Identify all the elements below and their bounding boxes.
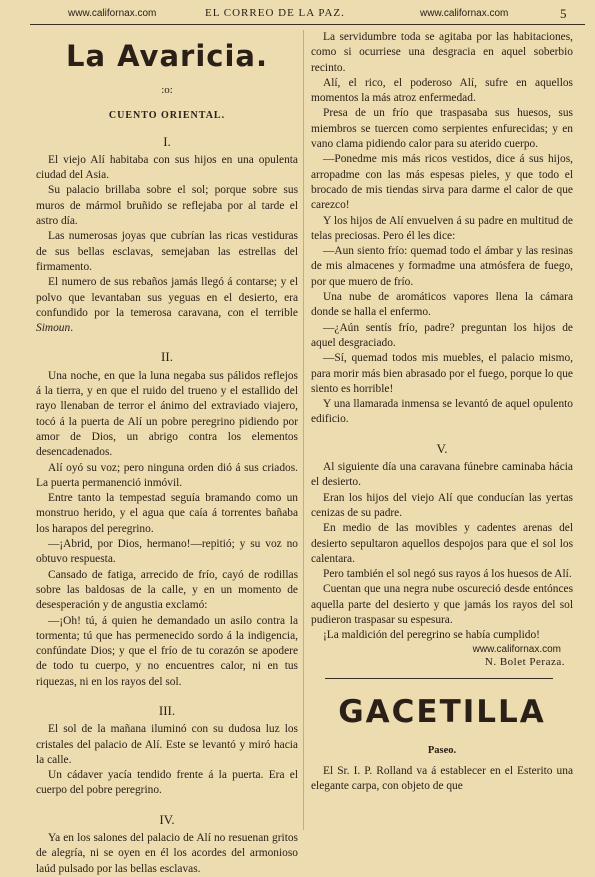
right-column (311, 30, 573, 795)
watermark-left: www.californax.com (68, 8, 157, 19)
author-signature: N. Bolet Peraza. (484, 655, 565, 668)
paragraph: —¿Aún sentís frío, padre? preguntan los hijos de aquel desgraciado. (311, 321, 573, 349)
paragraph: Una nube de aromáticos vapores llena la cámara donde se halla el enfermo. (311, 291, 573, 319)
ornament: :o: (161, 84, 173, 96)
section-numeral: IV. (159, 811, 175, 827)
paragraph: Cuentan que una negra nube oscureció desde entónces aquella parte del desierto y que jamás los rayos del sol pudieron traspasar su espesura. (311, 583, 573, 626)
story-title: La Avaricia. (66, 39, 268, 73)
left-column (36, 30, 298, 877)
paragraph: —¡Abrid, por Dios, hermano!—repitió; y su voz no obtuvo respuesta. (36, 538, 298, 566)
page-number: 5 (560, 6, 567, 21)
paragraph: —Ponedme mis más ricos vestidos, dice á sus hijos, arropadme con las más espesas pieles, y que todo el brocado de mis tiendas sirva para darme el calor de que carezco! (311, 153, 573, 212)
column-divider (303, 30, 304, 830)
paragraph: Eran los hijos del viejo Alí que conducían las yertas cenizas de su padre. (311, 491, 573, 519)
paragraph: Cansado de fatiga, arrecido de frío, cayó de rodillas sobre las baldosas de la calle, y en un momento de desesperación y de angustia exclamó: (36, 568, 298, 612)
paragraph: Alí, el rico, el poderoso Alí, sufre en aquellos momentos la más atroz enfermedad. (311, 76, 573, 105)
italic-word: Simoun (36, 322, 71, 335)
paragraph: Las numerosas joyas que cubrían las ricas vestiduras de sus bellas esclavas, semejaban las estrellas del firmamento. (36, 230, 298, 273)
paragraph: —Sí, quemad todos mis muebles, el palacio mismo, para morir más bien abrasado por el fuego, porque lo que siento es horrible! (311, 352, 573, 395)
header-rule (30, 24, 585, 25)
paragraph: —¡Oh! tú, á quien he demandado un asilo contra la tormenta; tú que has permenecido sordo á la indigencia, confúndate Dios; y que el frío de tu corazón se apodere de todo tu cuerpo, y no encuentres calor, ni en tus riquezas, ni en los rayos del sol. (36, 614, 298, 688)
paragraph: Ya en los salones del palacio de Alí no resuenan gritos de alegría, ni se oyen en él los acordes del armonioso laúd pulsado por las bellas esclavas. (36, 832, 298, 875)
section-divider (325, 678, 553, 679)
paragraph: El sol de la mañana iluminó con su dudosa luz los cristales del palacio de Alí. Este se levantó y miró hacia la calle. (36, 723, 298, 766)
story-subtitle: CUENTO ORIENTAL. (108, 110, 226, 122)
paragraph: ¡La maldición del peregrino se había cumplido! (323, 629, 540, 642)
paragraph: Al siguiente día una caravana fúnebre caminaba hácia el desierto. (311, 461, 573, 489)
section-numeral: III. (158, 702, 176, 718)
gacetilla-subhead: Paseo. (427, 744, 457, 756)
publication-name: EL CORREO DE LA PAZ. (205, 7, 345, 19)
paragraph: Entre tanto la tempestad seguía bramando como un monstruo herido, y el agua que caía á torrentes bañaba los harapos del peregrino. (36, 492, 298, 535)
section-numeral: V. (436, 440, 448, 456)
watermark-bottom: www.californax.com (472, 643, 561, 655)
section-numeral: II. (161, 349, 173, 365)
paragraph: Y los hijos de Alí envuelven á su padre en multitud de telas preciosas. Pero él les dice: (311, 214, 573, 242)
gacetilla-paragraph: El Sr. I. P. Rolland va á establecer en el Esterito una elegante carpa, con objeto de que (311, 765, 573, 793)
paragraph: —Aun siento frío: quemad todo el ámbar y las resinas de mis almacenes y formadme una atmósfera de fuego, por que muero de frío. (311, 245, 573, 288)
paragraph: La servidumbre toda se agitaba por las habitaciones, como si ocurriese una desgracia en aquel soberbio recinto. (311, 31, 573, 74)
gacetilla-heading: GACETILLA (338, 693, 546, 730)
paragraph: Un cádaver yacía tendido frente á la puerta. Era el cuerpo del pobre peregrino. (36, 769, 298, 797)
paragraph: Una noche, en que la luna negaba sus pálidos reflejos á la tierra, y en que el ruido del trueno y el estallido del rayo llenaban de terror el ánimo del extraviado viajero, tocó á la puerta de Alí un pobre peregrino pidiendo por amor de Dios, un abrigo contra los elementos desencadenados. (36, 369, 298, 459)
paragraph-text: El numero de sus rebaños jamás llegó á contarse; y el polvo que levantaban sus yeguas en el desierto, era confundido por la temerosa caravana, con el terrible Simoun. (36, 276, 298, 335)
page-header (0, 6, 595, 22)
paragraph (36, 275, 298, 336)
paragraph: Y una llamarada inmensa se levantó de aquel opulento edificio. (311, 398, 573, 426)
paragraph: Pero también el sol negó sus rayos á los huesos de Alí. (323, 568, 572, 581)
watermark-right: www.californax.com (420, 8, 509, 19)
paragraph: En medio de las movibles y cadentes arenas del desierto sepultaron aquellos despojos para que el sol los calentara. (311, 522, 573, 565)
paragraph: Su palacio brillaba sobre el sol; porque sobre sus muros de mármol bruñido se reflejaba por al tarde el astro día. (36, 184, 298, 228)
paragraph: El viejo Alí habitaba con sus hijos en una opulenta ciudad del Asia. (36, 153, 298, 182)
paragraph: Presa de un frío que traspasaba sus huesos, sus miembros se tuercen como serpientes enfurecidas; y en vano clama pidiendo calor para su aterido cuerpo. (311, 107, 573, 151)
section-numeral: I. (163, 133, 171, 149)
paragraph: Alí oyó su voz; pero ninguna orden dió á sus criados. La puerta permanenció inmóvil. (36, 461, 298, 489)
